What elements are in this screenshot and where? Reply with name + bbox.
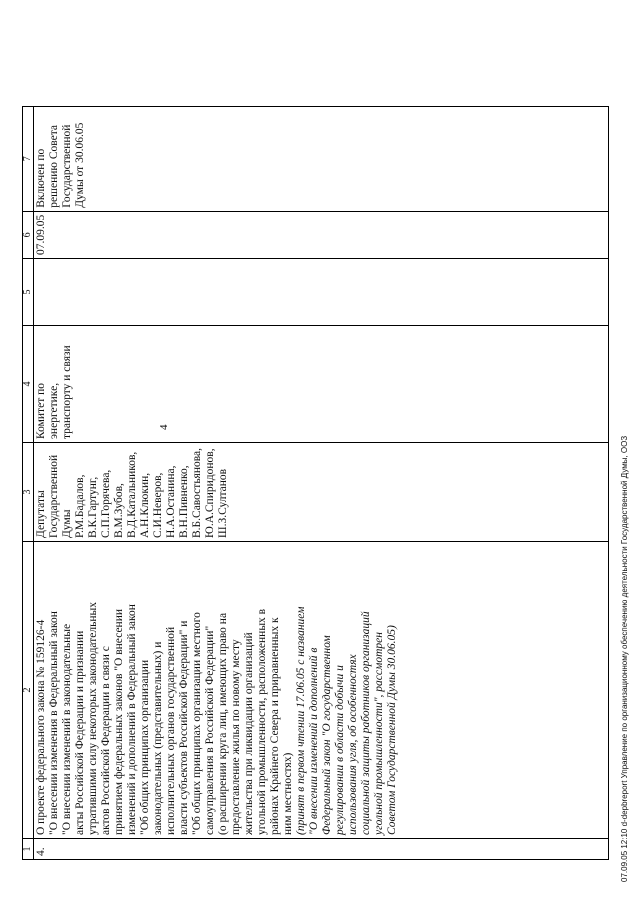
bill-title-line: районах Крайнего Севера и приравненных к bbox=[269, 617, 281, 835]
bill-title-line: акты Российской Федерации и признании bbox=[74, 630, 86, 835]
status-line: Включен по bbox=[35, 148, 47, 208]
bill-note-line: Федеральный закон "О государственном bbox=[321, 635, 333, 835]
row-number: 4. bbox=[34, 839, 609, 860]
author-line: Н.А.Останина, bbox=[165, 465, 177, 538]
status-line: решению Совета bbox=[48, 125, 60, 208]
bill-note-line: (принят в первом чтении 17.06.05 с названием bbox=[295, 606, 307, 835]
bill-title-line: актов Российской Федерации в связи с bbox=[100, 646, 112, 835]
date-cell: 07.09.05 bbox=[34, 211, 609, 258]
table-row bbox=[34, 106, 609, 859]
footer-text: 07.09.05 12:10 d-depbreport Управление по организационному обеспечению деятельности Государственной Думы, ООЗ bbox=[620, 435, 629, 882]
author-line: Государственной bbox=[48, 454, 60, 538]
column-number: 5 bbox=[23, 259, 34, 326]
author-line: С.И.Неверов, bbox=[152, 472, 164, 538]
bill-title-line: самоуправления в Российской Федерации" bbox=[204, 625, 216, 835]
bill-title-line: ним местностях) bbox=[282, 752, 294, 835]
author-line: Ю.А.Спиридонов, bbox=[204, 448, 216, 538]
bill-note bbox=[295, 545, 399, 835]
bill-note-line: использования угля, об особенностях bbox=[347, 654, 359, 835]
bill-title-line: изменений и дополнений в Федеральный закон bbox=[126, 604, 138, 835]
author-line: С.П.Горячева, bbox=[100, 469, 112, 538]
bill-title-line: жительства при ликвидации организаций bbox=[243, 632, 255, 835]
bill-note-line: социальной защиты работников организаций bbox=[360, 611, 372, 835]
status-line: Думы от 30.06.05 bbox=[74, 122, 86, 208]
bill-title-line: утратившими силу некоторых законодательных bbox=[87, 602, 99, 835]
bill-title-line: (о расширении круга лиц, имеющих право на bbox=[217, 612, 229, 835]
bill-title-line: "О внесении изменения в Федеральный закон bbox=[48, 611, 60, 835]
page-number: 4 bbox=[158, 424, 170, 430]
bill-title-line: О проекте федерального закона № 159126-4 bbox=[35, 619, 47, 835]
bill-title-line: исполнительных органов государственной bbox=[165, 626, 177, 835]
column-number-row bbox=[23, 106, 34, 859]
author-line: В.К.Гартунг, bbox=[87, 476, 99, 538]
bill-title-line: "О внесении изменений в законодательные bbox=[61, 623, 73, 835]
committee-cell bbox=[34, 326, 609, 443]
bill-title-line: принятием федеральных законов "О внесении bbox=[113, 608, 125, 835]
bill-title bbox=[35, 545, 295, 835]
bill-title-line: законодательных (представительных) и bbox=[152, 641, 164, 835]
bill-title-line: "Об общих принципах организации bbox=[139, 659, 151, 835]
committee-line: Комитет по bbox=[35, 383, 47, 439]
bill-note-line: Советом Государственной Думы 30.06.05) bbox=[386, 625, 398, 835]
committee-line: транспорту и связи bbox=[61, 345, 73, 439]
column-number: 3 bbox=[23, 443, 34, 542]
bill-title-line: предоставление жилья по новому месту bbox=[230, 639, 242, 835]
bill-note-line: угольной промышленности", рассмотрен bbox=[373, 632, 385, 835]
column-number: 2 bbox=[23, 542, 34, 839]
empty-cell bbox=[34, 259, 609, 326]
agenda-table bbox=[22, 106, 609, 860]
author-line: Думы bbox=[61, 509, 73, 538]
column-number: 6 bbox=[23, 211, 34, 258]
bill-note-line: "О внесении изменений и дополнений в bbox=[308, 647, 320, 835]
author-line: В.Д.Катальников, bbox=[126, 451, 138, 538]
authors-cell bbox=[34, 443, 609, 542]
column-number: 7 bbox=[23, 106, 34, 211]
author-line: В.Н.Пивненко, bbox=[178, 465, 190, 538]
bill-description-cell bbox=[34, 542, 609, 839]
bill-note-line: регулировании в области добычи и bbox=[334, 665, 346, 835]
bill-title-line: "Об общих принципах организации местного bbox=[191, 612, 203, 835]
column-number: 4 bbox=[23, 326, 34, 443]
status-line: Государственной bbox=[61, 124, 73, 208]
author-line: А.Н.Клюкин, bbox=[139, 472, 151, 538]
committee-line: энергетике, bbox=[48, 382, 60, 439]
bill-title-line: власти субъектов Российской Федерации" и bbox=[178, 620, 190, 835]
bill-title-line: угольной промышленности, расположенных в bbox=[256, 608, 268, 835]
column-number: 1 bbox=[23, 839, 34, 860]
author-line: В.М.Зубов, bbox=[113, 483, 125, 538]
author-line: Депутаты bbox=[35, 490, 47, 538]
status-cell bbox=[34, 106, 609, 211]
author-line: Р.М.Бадалов, bbox=[74, 474, 86, 538]
author-line: В.Б.Савостьянова, bbox=[191, 447, 203, 538]
author-line: Ш.З.Султанов bbox=[217, 468, 229, 538]
